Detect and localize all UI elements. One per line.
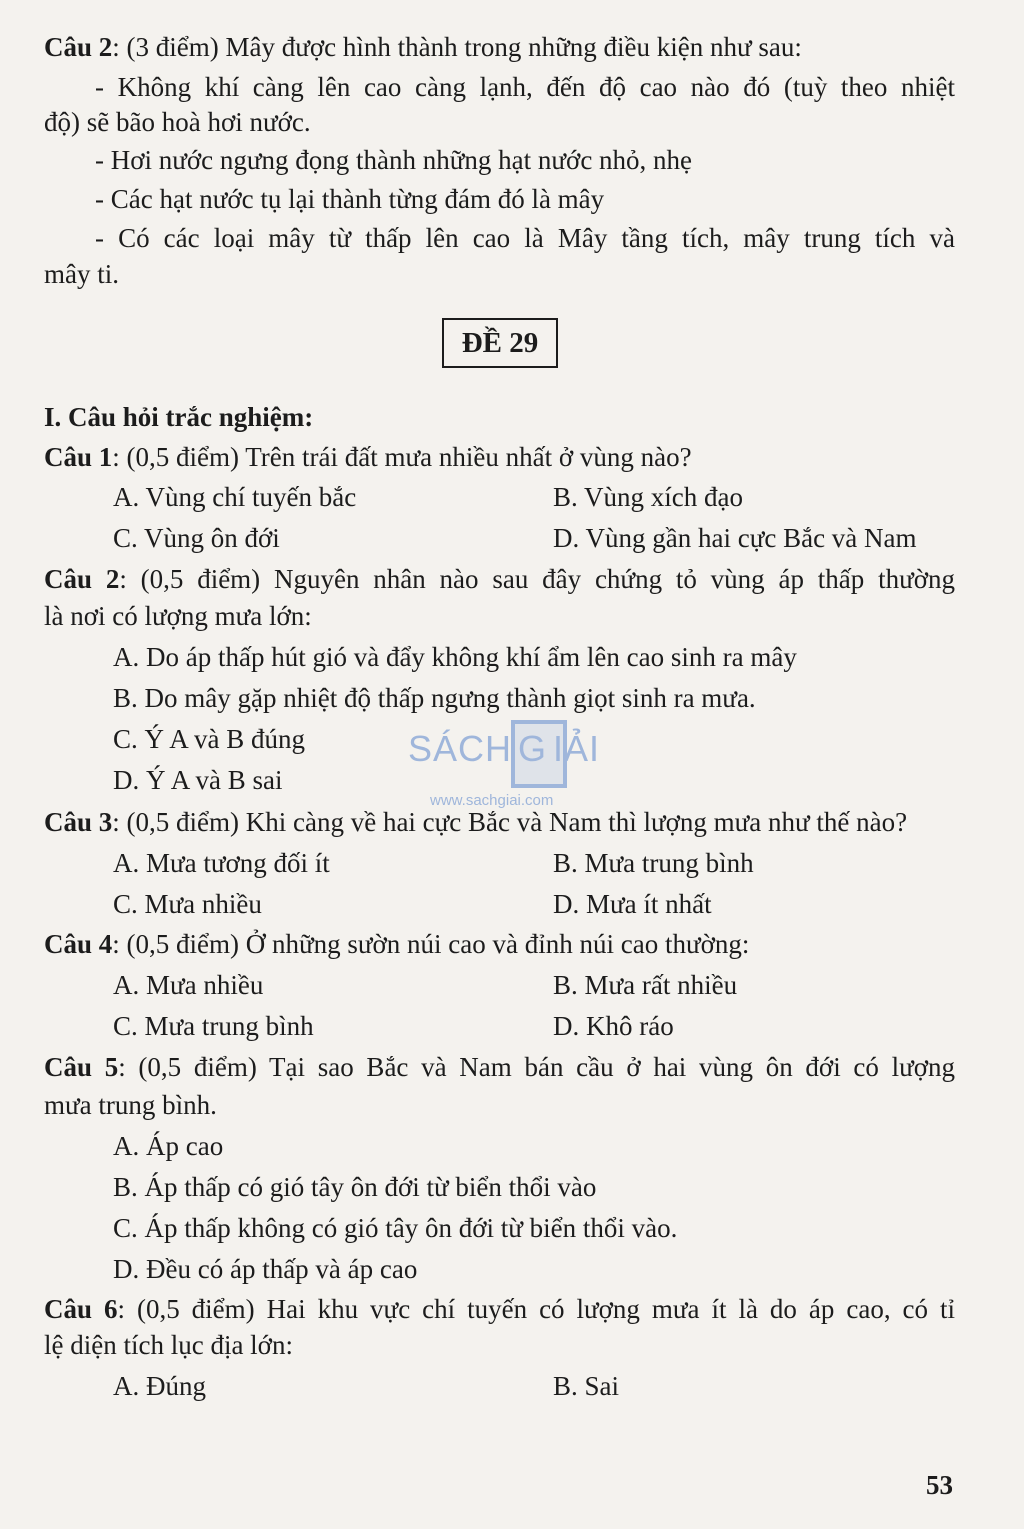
q5-option-a: A. Áp cao <box>113 1131 224 1161</box>
q2-option-c: C. Ý A và B đúng <box>113 724 306 754</box>
q5-option-c: C. Áp thấp không có gió tây ôn đới từ biển thổi vào. <box>113 1213 678 1243</box>
question-1 <box>44 440 692 474</box>
prev-p4a: - Có các loại mây từ thấp lên cao là Mây tầng tích, mây trung tích và <box>95 223 955 253</box>
question-5-cont: mưa trung bình. <box>44 1090 217 1120</box>
prev-p1b: độ) sẽ bão hoà hơi nước. <box>44 107 311 137</box>
question-6-label: Câu 6 <box>44 1294 118 1324</box>
question-5-text: : (0,5 điểm) Tại sao Bắc và Nam bán cầu ở hai vùng ôn đới có lượng <box>118 1052 955 1082</box>
question-6 <box>44 1292 955 1326</box>
q2-option-d: D. Ý A và B sai <box>113 765 283 795</box>
q3-option-a: A. Mưa tương đối ít <box>113 848 330 878</box>
watermark-logo <box>408 716 618 812</box>
prev-q2-line <box>44 30 802 64</box>
prev-p1a: - Không khí càng lên cao càng lạnh, đến độ cao nào đó (tuỳ theo nhiệt <box>95 72 955 102</box>
question-6-text: : (0,5 điểm) Hai khu vực chí tuyến có lượng mưa ít là do áp cao, có tỉ <box>117 1294 955 1324</box>
prev-p4b: mây ti. <box>44 259 119 289</box>
question-3-label: Câu 3 <box>44 807 113 837</box>
q1-option-b: B. Vùng xích đạo <box>553 482 743 512</box>
q5-option-b: B. Áp thấp có gió tây ôn đới từ biển thổi vào <box>113 1172 597 1202</box>
question-6-cont: lệ diện tích lục địa lớn: <box>44 1330 293 1360</box>
q6-option-a: A. Đúng <box>113 1371 206 1401</box>
exam-title: ĐỀ 29 <box>442 318 558 368</box>
prev-p2: - Hơi nước ngưng đọng thành những hạt nước nhỏ, nhẹ <box>95 145 693 175</box>
question-2-label: Câu 2 <box>44 564 120 594</box>
watermark-text-mid: G <box>518 728 548 769</box>
q3-option-d: D. Mưa ít nhất <box>553 889 712 919</box>
watermark-text <box>408 728 600 770</box>
q3-option-b: B. Mưa trung bình <box>553 848 754 878</box>
section-title: I. Câu hỏi trắc nghiệm: <box>44 402 314 432</box>
question-5-label: Câu 5 <box>44 1052 119 1082</box>
question-2-cont: là nơi có lượng mưa lớn: <box>44 601 312 631</box>
question-3-text: : (0,5 điểm) Khi càng về hai cực Bắc và Nam thì lượng mưa như thế nào? <box>112 807 908 837</box>
q4-option-c: C. Mưa trung bình <box>113 1011 314 1041</box>
q4-option-b: B. Mưa rất nhiều <box>553 970 738 1000</box>
prev-q2-text: : (3 điểm) Mây được hình thành trong những điều kiện như sau: <box>112 32 802 62</box>
watermark-text-right: IẢI <box>553 728 601 769</box>
page-number: 53 <box>926 1470 953 1500</box>
q3-option-c: C. Mưa nhiều <box>113 889 262 919</box>
question-1-text: : (0,5 điểm) Trên trái đất mưa nhiều nhất ở vùng nào? <box>112 442 692 472</box>
question-2-text: : (0,5 điểm) Nguyên nhân nào sau đây chứng tỏ vùng áp thấp thường <box>119 564 955 594</box>
q1-option-c: C. Vùng ôn đới <box>113 523 280 553</box>
q1-option-d: D. Vùng gần hai cực Bắc và Nam <box>553 523 917 553</box>
watermark-url: www.sachgiai.com <box>430 792 554 809</box>
prev-p3: - Các hạt nước tụ lại thành từng đám đó là mây <box>95 184 605 214</box>
question-5 <box>44 1050 955 1084</box>
q4-option-a: A. Mưa nhiều <box>113 970 264 1000</box>
question-2 <box>44 562 955 596</box>
question-4 <box>44 927 749 961</box>
question-4-text: : (0,5 điểm) Ở những sườn núi cao và đỉnh núi cao thường: <box>112 929 750 959</box>
q2-option-b: B. Do mây gặp nhiệt độ thấp ngưng thành giọt sinh ra mưa. <box>113 683 756 713</box>
question-1-label: Câu 1 <box>44 442 113 472</box>
q2-option-a: A. Do áp thấp hút gió và đẩy không khí ẩm lên cao sinh ra mây <box>113 642 797 672</box>
question-4-label: Câu 4 <box>44 929 113 959</box>
q6-option-b: B. Sai <box>553 1371 620 1401</box>
prev-q2-label: Câu 2 <box>44 32 113 62</box>
q5-option-d: D. Đều có áp thấp và áp cao <box>113 1254 418 1284</box>
q4-option-d: D. Khô ráo <box>553 1011 674 1041</box>
q1-option-a: A. Vùng chí tuyến bắc <box>113 482 357 512</box>
watermark-text-left: SÁCH <box>408 728 513 769</box>
